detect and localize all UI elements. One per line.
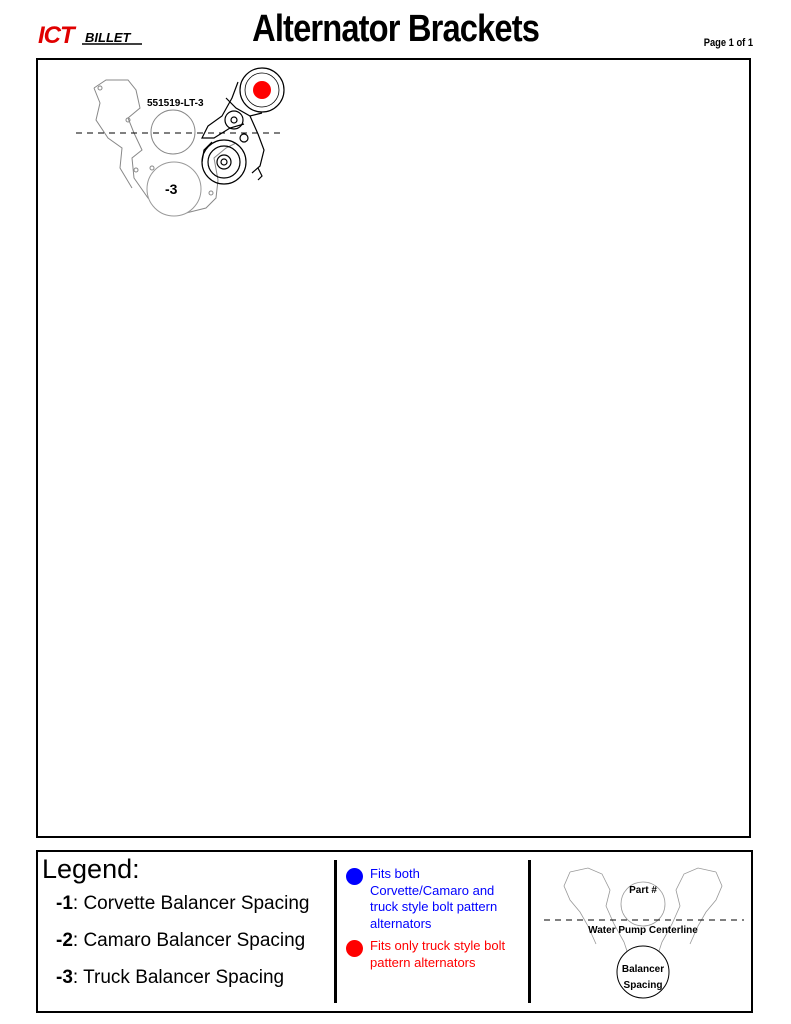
legend-item-truck xyxy=(56,967,284,989)
legend-code: -2 xyxy=(56,930,73,951)
page-number: Page 1 of 1 xyxy=(703,37,753,49)
legend-code: -3 xyxy=(56,967,73,988)
legend-divider xyxy=(528,860,531,1003)
legend-item-camaro xyxy=(56,930,305,952)
key-balancer-label: Balancer xyxy=(621,964,665,975)
bracket-assembly xyxy=(202,68,284,184)
page-header xyxy=(0,0,791,58)
page-title: Alternator Brackets xyxy=(252,8,540,50)
legend-text: : Corvette Balancer Spacing xyxy=(72,893,310,914)
key-centerline-label: Water Pump Centerline xyxy=(588,925,698,936)
part-number-label: 551519-LT-3 xyxy=(147,98,204,109)
legend-text: : Camaro Balancer Spacing xyxy=(72,930,306,951)
legend-code: -1 xyxy=(56,893,73,914)
legend-text: : Truck Balancer Spacing xyxy=(72,967,285,988)
balancer-spacing-label: -3 xyxy=(165,181,178,197)
red-dot-icon xyxy=(346,940,363,957)
key-part-label: Part # xyxy=(629,885,657,896)
legend-item-corvette xyxy=(56,893,309,915)
legend-title: Legend: xyxy=(42,854,140,884)
svg-text:BILLET: BILLET xyxy=(85,30,131,45)
svg-text:ICT: ICT xyxy=(38,22,74,49)
blue-dot-icon xyxy=(346,868,363,885)
blue-dot-text: Fits both Corvette/Camaro and truck style bolt pattern alternators xyxy=(370,866,498,931)
legend-divider xyxy=(334,860,337,1003)
legend-key-diagram xyxy=(540,866,746,1006)
red-dot-text: Fits only truck style bolt pattern alternators xyxy=(370,938,506,970)
key-spacing-label: Spacing xyxy=(623,980,663,991)
engine-bracket-diagram xyxy=(36,58,336,228)
truck-pattern-dot xyxy=(253,81,271,99)
legend-panel xyxy=(36,850,753,1013)
